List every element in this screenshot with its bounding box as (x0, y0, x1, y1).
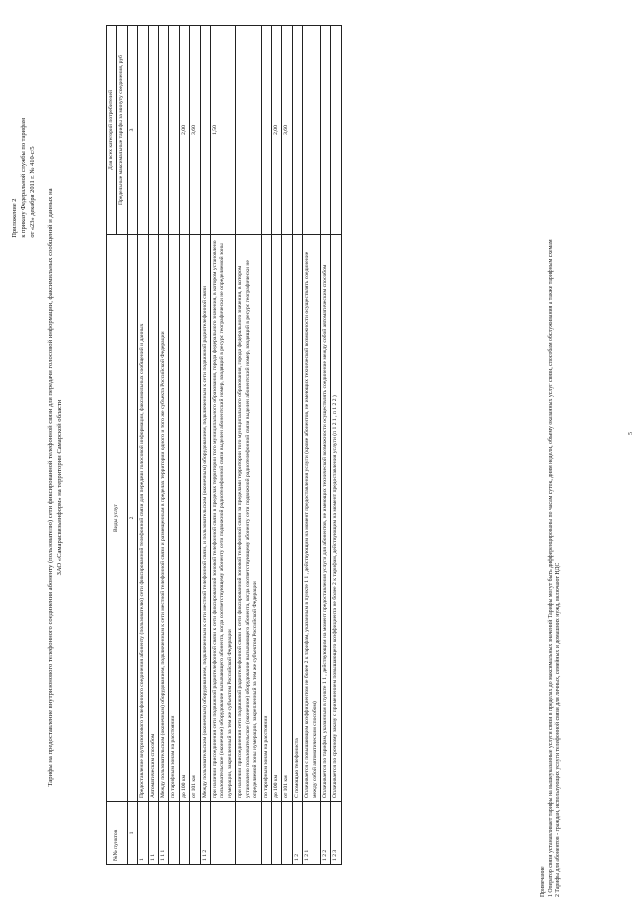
table-row (179, 26, 189, 865)
row-service-text: С помощью телефониста (292, 235, 302, 802)
row-number: 1 1 (148, 802, 158, 865)
row-number (236, 802, 261, 865)
row-tariff-value (159, 26, 169, 235)
row-service-text: от 101 км (190, 235, 200, 802)
row-tariff-value (200, 26, 210, 235)
row-tariff-value (138, 26, 148, 235)
row-tariff-value: 1,50 (211, 26, 236, 235)
column-index: 1 (127, 802, 137, 865)
appendix-block (10, 118, 37, 238)
note-2: 2 Тарифы для абонентов - граждан, использующих услуги телефонной связи для личных, семейных и домашних нужд, включают НДС (555, 562, 562, 897)
header-group: Для всех категорий потребителей (107, 26, 117, 235)
row-tariff-value (331, 26, 341, 235)
header-num: №№ пунктов (107, 802, 128, 865)
column-index: 3 (127, 26, 137, 235)
notes-block (540, 40, 563, 897)
table-row (169, 26, 179, 865)
row-number (282, 802, 292, 865)
row-number: 1 2 (292, 802, 302, 865)
row-number (211, 802, 236, 865)
table-row (148, 26, 158, 865)
row-service-text: от 101 км (282, 235, 292, 802)
table-row (159, 26, 169, 865)
row-tariff-value (303, 26, 321, 235)
table-row (292, 26, 302, 865)
table-row (331, 26, 341, 865)
title-line-1: Тарифы на предоставление внутризонового телефонного соединения абоненту (пользователю) сети фиксированной телефонной связи для передачи голосовой информации, факсимильных сообщений и данных на (47, 188, 54, 787)
row-number (271, 802, 281, 865)
row-number: 1 2 3 (331, 802, 341, 865)
row-tariff-value: 2,00 (179, 26, 189, 235)
row-number: 1 2 2 (320, 802, 330, 865)
row-service-text: Предоставление внутризонового телефонного соединения абоненту (пользователю) сети фиксированной телефонной связи для передачи голосовой информации, факсимильных сообщений и данных (138, 235, 148, 802)
row-tariff-value (169, 26, 179, 235)
row-service-text: Автоматическим способом (148, 235, 158, 802)
row-tariff-value (148, 26, 158, 235)
header-service: Виды услуг (107, 235, 128, 802)
table-row (320, 26, 330, 865)
table-body (138, 26, 342, 865)
row-number (169, 802, 179, 865)
row-service-text: Между пользовательским (оконечным) оборудованием, подключенным к сети местной телефонной связи, и пользовательским (оконечным) оборудованием, подключенным к сети подвижной радиотелефонной связи (200, 235, 210, 802)
row-number (190, 802, 200, 865)
row-tariff-value: 3,60 (190, 26, 200, 235)
row-service-text: Между пользовательским (оконечным) оборудованием, подключенным к сети местной телефонной связи и размещенным в пределах территории одного и того же субъекта Российской Федерации (159, 235, 169, 802)
notes-heading: Примечание (540, 866, 546, 897)
table-row (282, 26, 292, 865)
row-service-text: до 100 км (271, 235, 281, 802)
table-row (303, 26, 321, 865)
appendix-line-3: от «23» декабря 2011 г. № 410-с/5 (29, 146, 36, 238)
table-row (138, 26, 148, 865)
row-tariff-value: 3,60 (282, 26, 292, 235)
row-number: 1 1 1 (159, 802, 169, 865)
column-index: 2 (127, 235, 137, 802)
tariff-table (106, 25, 342, 865)
page-number: 5 (628, 432, 634, 435)
row-service-text: до 100 км (179, 235, 189, 802)
table-row (211, 26, 236, 865)
row-tariff-value (236, 26, 261, 235)
row-service-text: по тарифным зонам на расстоянии (261, 235, 271, 802)
table-row (200, 26, 210, 865)
table-row (261, 26, 271, 865)
row-number: 1 2 1 (303, 802, 321, 865)
row-service-text: при наличии присоединения сети подвижной радиотелефонной связи к сети фиксированной зоновой телефонной связи в пределах территории того муниципального образования, города федерального значения, в котором установлено пользовательское (оконечное) оборудование вызывающего абонента, когда соответствующему абоненту сети подвижной радиотелефонной связи выделен абонентский номер, входящий в ресурс географически не определяемой зоны нумерации, закрепленный за тем же субъектом Российской Федерации (211, 235, 236, 802)
appendix-line-2: к приказу Федеральной службы по тарифам (20, 118, 27, 238)
header-tariff: Предельные максимальные тарифы за минуту соединения, руб (117, 26, 127, 235)
row-tariff-value (292, 26, 302, 235)
table-row (236, 26, 261, 865)
row-service-text: при наличии присоединения сети подвижной радиотелефонной связи к сети фиксированной зоновой телефонной связи за пределами территории того муниципального образования, города федерального значения, в котором установлено пользовательское (оконечное) оборудование вызывающего абонента, когда соответствующему абоненту сети подвижной радиотелефонной связи выделен абонентский номер, входящий в ресурс географически не определяемой зоны нумерации, закрепленный за тем же субъектом Российской Федерации (236, 235, 261, 802)
row-tariff-value (320, 26, 330, 235)
row-service-text: по тарифным зонам на расстоянии (169, 235, 179, 802)
appendix-line-1: Приложение 2 (11, 198, 18, 238)
row-tariff-value: 2,00 (271, 26, 281, 235)
row-service-text: Оплачивается с повышающим коэффициентом не более 2 к тарифам, указанным в пункте 1 1 , действующим на момент предоставления услуги (кроме абонентов, не имеющих технической возможности осуществлять соединение между собой автоматическим способом) (303, 235, 321, 802)
row-number: 1 (138, 802, 148, 865)
table-row (271, 26, 281, 865)
row-service-text: Оплачивается по тарифам, указанным в пункте 1 1 , действующим на момент предоставления услуги для абонентов, не имеющих технической возможности осуществлять соединение между собой автоматическим способом (320, 235, 330, 802)
document-title (46, 130, 64, 845)
note-1: 1 Оператор связи устанавливает тарифы на вышеуказанные услуги связи в пределах до максимальных значений Тарифы могут быть дифференцированы по часам суток, дням недели, объему оказанных услуг связи, способам обслуживания а также тарифным схемам (547, 239, 554, 897)
row-number (179, 802, 189, 865)
row-number (261, 802, 271, 865)
row-number: 1 1 2 (200, 802, 210, 865)
row-service-text: Оплачивается по срочному заказу с применением повышающего коэффициента не более 2 к тарифам, действующим на момент предоставления услуги (п 1 2 1 , п 1 2 2 ) (331, 235, 341, 802)
title-line-2: ЗАО «Самарасвязьинформ» на территории Самарской области (56, 399, 63, 576)
row-tariff-value (261, 26, 271, 235)
table-row (190, 26, 200, 865)
